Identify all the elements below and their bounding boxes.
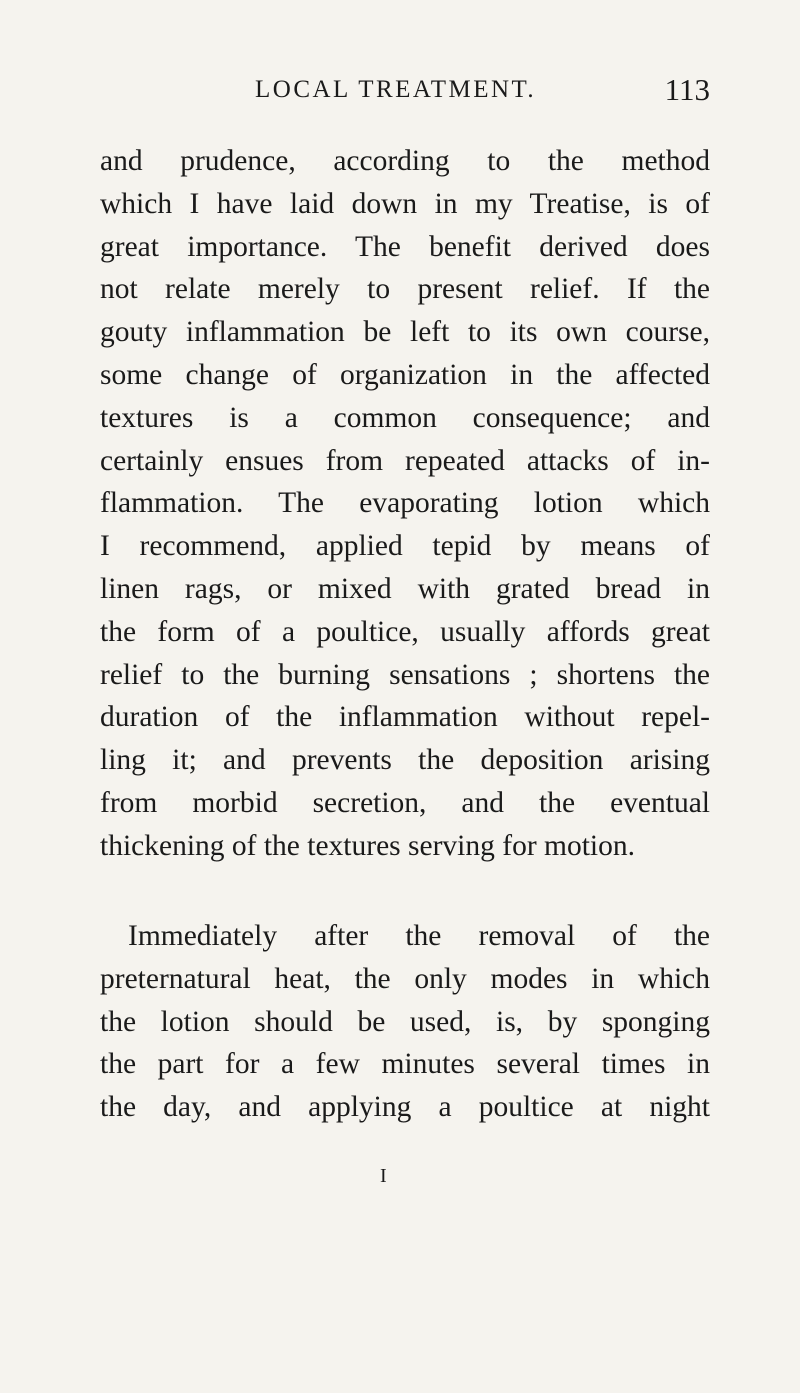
page-number: 113 [664,72,710,107]
text-line: which I have laid down in my Treatise, is of [100,187,710,220]
text-line: gouty inflammation be left to its own course, [100,316,710,349]
text-line: the part for a few minutes several times in [100,1048,710,1081]
text-line: duration of the inflammation without repel- [100,701,710,734]
text-line: linen rags, or mixed with grated bread in [100,572,710,605]
text-line: and prudence, according to the method [100,145,710,177]
text-line: great importance. The benefit derived does [100,230,710,263]
paragraph-2 [100,915,710,1129]
text-line: textures is a common consequence; and [100,401,710,434]
text-line: some change of organization in the affected [100,358,710,391]
paragraph-1 [100,140,710,868]
text-line: thickening of the textures serving for motion. [100,829,635,862]
text-line: the form of a poultice, usually affords great [100,615,710,648]
text-line: flammation. The evaporating lotion which [100,487,710,520]
text-line: certainly ensues from repeated attacks of in- [100,444,710,477]
text-line: Immediately after the removal of the [128,920,710,952]
running-head [100,72,710,112]
text-line: not relate merely to present relief. If the [100,273,710,306]
text-line: the lotion should be used, is, by sponging [100,1005,710,1038]
signature-mark: I [380,1165,387,1187]
text-line: preternatural heat, the only modes in which [100,962,710,995]
text-line: I recommend, applied tepid by means of [100,530,710,563]
text-line: relief to the burning sensations ; shortens the [100,658,710,691]
text-line: ling it; and prevents the deposition arising [100,744,710,777]
text-line: the day, and applying a poultice at night [100,1091,710,1124]
text-line: from morbid secretion, and the eventual [100,786,710,819]
running-title: LOCAL TREATMENT. [255,76,537,103]
